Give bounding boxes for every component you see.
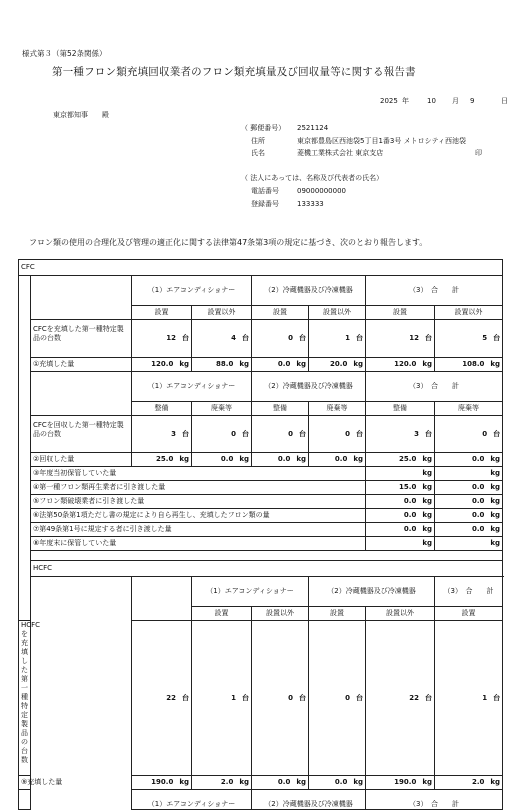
cfc-filled-units-cell: 0 台	[252, 320, 309, 358]
cfc-recovered-cell: 0.0 kg	[252, 453, 309, 467]
hcfc-filled-units-label: HCFCを充填した第一種特定製品の台数	[19, 621, 31, 776]
sub-maintenance: 整備	[366, 402, 435, 416]
sub-install: 設置	[309, 607, 366, 621]
cfc-spacer	[31, 551, 503, 561]
sub-maintenance: 整備	[132, 402, 192, 416]
hcfc-filled-units-cell: 1 台	[435, 621, 503, 776]
hcfc-filled-units-cell: 22 台	[132, 621, 192, 776]
cfc-filled-units-label: CFCを充填した第一種特定製品の台数	[31, 320, 132, 358]
sub-install: 設置	[192, 607, 252, 621]
cfc-recovered-cell: 0.0 kg	[309, 453, 366, 467]
cfc-filled-units-cell: 4 台	[192, 320, 252, 358]
header-blank	[132, 577, 192, 621]
cfc-filled-units-cell: 12 台	[132, 320, 192, 358]
intro-statement: フロン類の使用の合理化及び管理の適正化に関する法律第47条第3項の規定に基づき、次のとおり報告します。	[29, 238, 428, 247]
cfc-recovered-units-label: CFCを回収した第一種特定製品の台数	[31, 416, 132, 453]
date-day: 9	[470, 97, 475, 105]
col-aircon: （1）エアコンディショナー	[192, 577, 309, 607]
postal-code: 2521124	[297, 124, 329, 132]
sub-disposal: 廃棄等	[192, 402, 252, 416]
sub-disposal: 廃棄等	[435, 402, 503, 416]
hcfc-fill-amount-cell: 2.0 kg	[192, 776, 252, 790]
hcfc-indent	[31, 577, 132, 810]
cfc-row-value: 0.0 kg	[435, 523, 503, 537]
hcfc-fill-amount-cell: 0.0 kg	[252, 776, 309, 790]
header-blank	[31, 276, 132, 320]
addressee: 東京都知事 殿	[53, 111, 109, 119]
cfc-indent	[19, 276, 31, 621]
col-total: （3） 合 計	[435, 577, 503, 607]
cfc-row-value: kg	[366, 537, 435, 551]
sub-other: 設置以外	[366, 607, 435, 621]
cfc-recovered-cell: 0.0 kg	[192, 453, 252, 467]
col-refrigeration: （2）冷蔵機器及び冷凍機器	[252, 276, 366, 306]
hcfc-fill-amount-cell: 190.0 kg	[132, 776, 192, 790]
hcfc-fill-amount-label: ⑨充填した量	[19, 776, 31, 790]
date-month: 10	[427, 97, 436, 105]
date-day-unit: 日	[501, 97, 508, 105]
cfc-fill-amount-cell: 88.0 kg	[192, 358, 252, 372]
date-month-unit: 月	[452, 97, 459, 105]
cfc-fill-amount-cell: 20.0 kg	[309, 358, 366, 372]
cfc-recovered-label: ②回収した量	[31, 453, 132, 467]
col-refrigeration: （2）冷蔵機器及び冷凍機器	[252, 372, 366, 402]
corp-note: （ 法人にあっては、名称及び代表者の氏名）	[241, 174, 384, 182]
col-aircon: （1）エアコンディショナー	[132, 372, 252, 402]
sub-other: 設置以外	[252, 607, 309, 621]
cfc-filled-units-cell: 1 台	[309, 320, 366, 358]
col-refrigeration: （2）冷蔵機器及び冷凍機器	[309, 577, 435, 607]
hcfc-fill-amount-cell: 2.0 kg	[435, 776, 503, 790]
hcfc-filled-units-cell: 1 台	[192, 621, 252, 776]
registration-label: 登録番号	[251, 200, 279, 208]
postal-label: （ 郵便番号）	[241, 124, 286, 132]
hcfc-section-title: HCFC	[31, 561, 503, 577]
phone-label: 電話番号	[251, 187, 279, 195]
sub-other: 設置以外	[309, 306, 366, 320]
header-blank	[31, 372, 132, 416]
cfc-row-value: kg	[435, 537, 503, 551]
cfc-recovered-cell: 25.0 kg	[366, 453, 435, 467]
cfc-fill-amount-cell: 0.0 kg	[252, 358, 309, 372]
sub-other: 設置以外	[192, 306, 252, 320]
seal-mark: 印	[475, 149, 482, 157]
header-blank	[19, 790, 31, 810]
cfc-row-label: ④第一種フロン類再生業者に引き渡した量	[31, 481, 366, 495]
hcfc-filled-units-cell: 0 台	[309, 621, 366, 776]
cfc-section-title: CFC	[19, 260, 503, 276]
cfc-row-value: 0.0 kg	[435, 495, 503, 509]
cfc-row-value: 0.0 kg	[435, 509, 503, 523]
col-total: （3） 合 計	[366, 276, 503, 306]
sub-install: 設置	[435, 607, 503, 621]
hcfc-filled-units-cell: 22 台	[366, 621, 435, 776]
form-number: 様式第３（第52条関係）	[22, 49, 107, 58]
sub-maintenance: 整備	[252, 402, 309, 416]
sub-install: 設置	[366, 306, 435, 320]
cfc-row-value: 0.0 kg	[366, 509, 435, 523]
name-label: 氏名	[251, 149, 265, 157]
cfc-fill-amount-cell: 120.0 kg	[132, 358, 192, 372]
report-title: 第一種フロン類充填回収業者のフロン類充填量及び回収量等に関する報告書	[52, 66, 416, 78]
cfc-row-label: ⑥法第50条第1項ただし書の規定により自ら再生し、充填したフロン類の量	[31, 509, 366, 523]
cfc-row-label: ⑤フロン類破壊業者に引き渡した量	[31, 495, 366, 509]
col-aircon: （1）エアコンディショナー	[132, 790, 252, 810]
cfc-filled-units-cell: 12 台	[366, 320, 435, 358]
sub-install: 設置	[132, 306, 192, 320]
cfc-row-value: kg	[366, 467, 435, 481]
col-refrigeration: （2）冷蔵機器及び冷凍機器	[252, 790, 366, 810]
address-value: 東京都豊島区西池袋5丁目1番3号 メトロシティ西池袋	[297, 137, 467, 145]
col-total: （3） 合 計	[366, 790, 503, 810]
cfc-row-value: 0.0 kg	[435, 481, 503, 495]
cfc-recovered-units-cell: 0 台	[192, 416, 252, 453]
hcfc-fill-amount-cell: 190.0 kg	[366, 776, 435, 790]
address-label: 住所	[251, 137, 265, 145]
cfc-row-value: 0.0 kg	[366, 495, 435, 509]
report-table	[18, 259, 503, 810]
cfc-row-label: ③年度当初保管していた量	[31, 467, 366, 481]
cfc-row-label: ⑦第49条第1号に規定する者に引き渡した量	[31, 523, 366, 537]
cfc-recovered-units-cell: 0 台	[435, 416, 503, 453]
registration-value: 133333	[297, 200, 324, 208]
sub-disposal: 廃棄等	[309, 402, 366, 416]
date-year: 2025	[380, 97, 398, 105]
cfc-recovered-units-cell: 3 台	[366, 416, 435, 453]
cfc-row-value: 0.0 kg	[366, 523, 435, 537]
cfc-fill-amount-label: ①充填した量	[31, 358, 132, 372]
date-year-unit: 年	[402, 97, 409, 105]
col-total: （3） 合 計	[366, 372, 503, 402]
cfc-recovered-units-cell: 0 台	[252, 416, 309, 453]
cfc-row-value: 15.0 kg	[366, 481, 435, 495]
cfc-recovered-cell: 25.0 kg	[132, 453, 192, 467]
cfc-recovered-cell: 0.0 kg	[435, 453, 503, 467]
cfc-row-value: kg	[435, 467, 503, 481]
cfc-fill-amount-cell: 120.0 kg	[366, 358, 435, 372]
cfc-fill-amount-cell: 108.0 kg	[435, 358, 503, 372]
cfc-recovered-units-cell: 3 台	[132, 416, 192, 453]
sub-install: 設置	[252, 306, 309, 320]
cfc-filled-units-cell: 5 台	[435, 320, 503, 358]
cfc-recovered-units-cell: 0 台	[309, 416, 366, 453]
phone-value: 09000000000	[297, 187, 346, 195]
cfc-row-label: ⑧年度末に保管していた量	[31, 537, 366, 551]
col-aircon: （1）エアコンディショナー	[132, 276, 252, 306]
hcfc-fill-amount-cell: 0.0 kg	[309, 776, 366, 790]
name-value: 菱機工業株式会社 東京支店	[297, 149, 384, 157]
sub-other: 設置以外	[435, 306, 503, 320]
hcfc-filled-units-cell: 0 台	[252, 621, 309, 776]
